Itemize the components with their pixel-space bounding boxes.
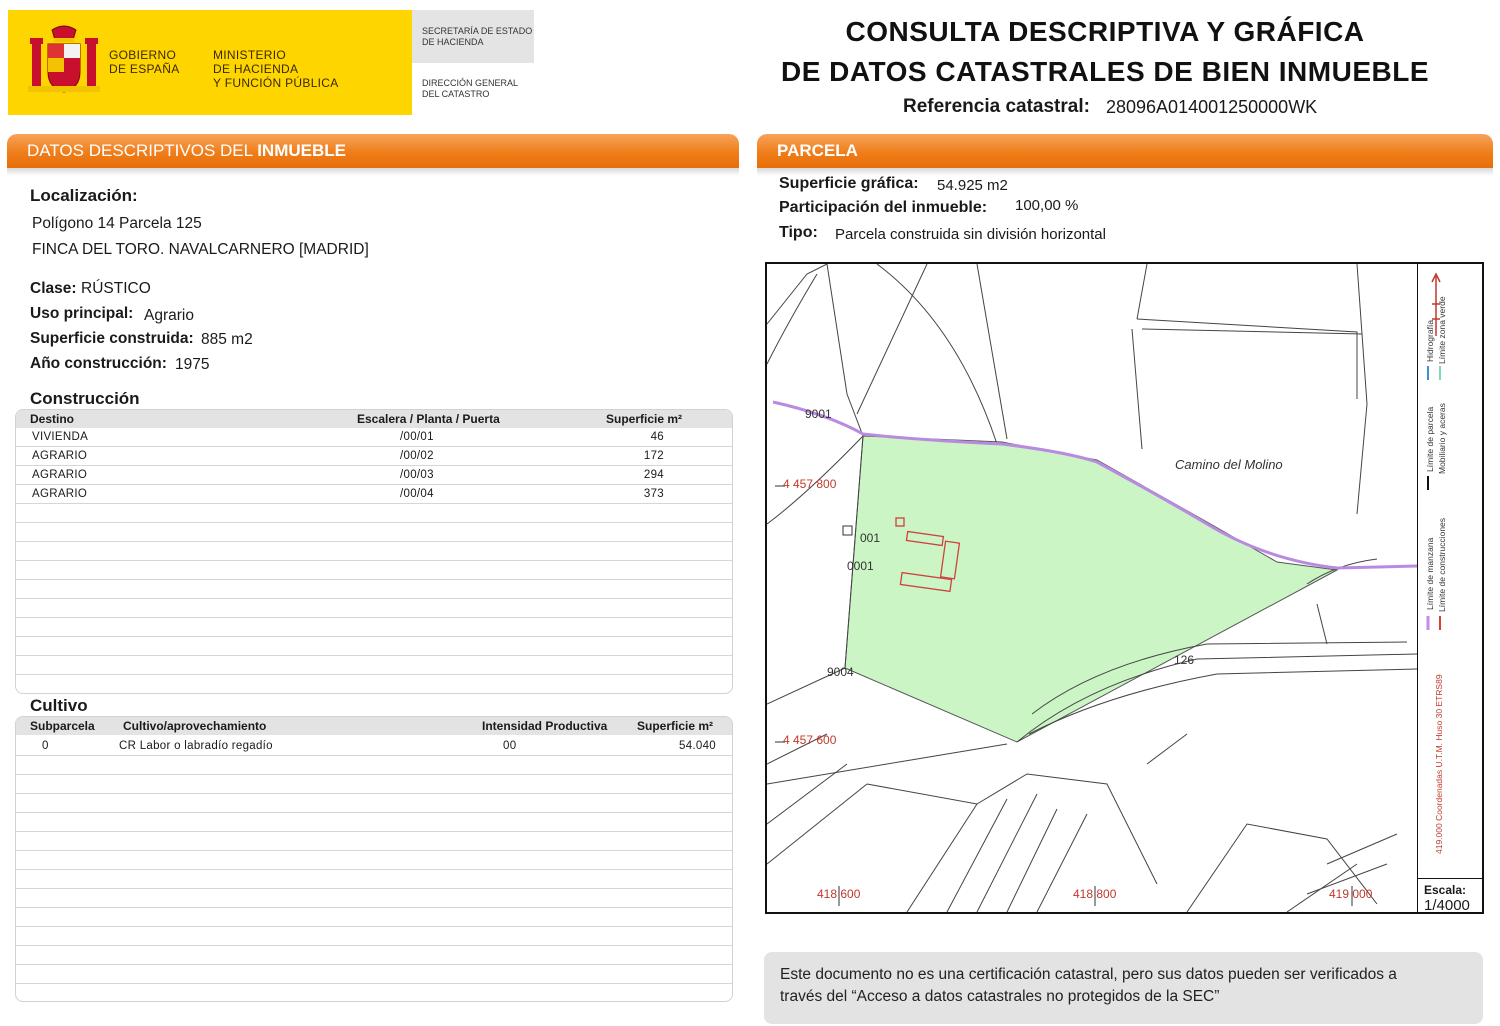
legend-limite-manzana: Límite de manzana (1425, 537, 1435, 610)
cultivo-col-superficie: Superficie m² (637, 719, 714, 733)
cell-superficie: 172 (643, 450, 664, 462)
cultivo-table-header (16, 717, 732, 735)
small-building (843, 526, 852, 535)
table-row (16, 428, 732, 447)
part-value: 100,00 % (1015, 197, 1079, 214)
sup-value: 54.925 m2 (937, 177, 1008, 194)
gobierno-line-1: GOBIERNO (109, 48, 177, 62)
table-row-empty (16, 599, 732, 618)
clase-label: Clase: (30, 280, 77, 297)
cadastral-map[interactable] (765, 262, 1484, 914)
legend-construcciones: Límite de construcciones (1437, 517, 1447, 612)
direccion-line-2: DEL CATASTRO (422, 89, 490, 99)
label-4457800: 4 457 800 (783, 477, 837, 491)
label-419000: 419 000 (1329, 887, 1373, 901)
descriptive-bar-strong: INMUEBLE (257, 141, 346, 160)
cell-superficie: 54.040 (679, 740, 716, 752)
table-row-empty (16, 542, 732, 561)
construccion-title: Construcción (30, 389, 140, 408)
descriptive-bar-shadow (7, 168, 739, 176)
map-drawing (767, 264, 1417, 912)
table-row-empty (16, 946, 732, 965)
label-126: 126 (1174, 653, 1195, 667)
table-row-empty (16, 523, 732, 542)
table-row-empty (16, 561, 732, 580)
ref-label: Referencia catastral: (903, 96, 1090, 117)
gobierno-text (109, 48, 180, 76)
table-row (16, 737, 732, 756)
part-label: Participación del inmueble: (779, 199, 988, 216)
table-row (16, 447, 732, 466)
label-4457600: 4 457 600 (783, 733, 837, 747)
label-001: 001 (860, 531, 881, 545)
note-line-2: través del “Acceso a datos catastrales no protegidos de la SEC” (780, 988, 1220, 1005)
scale-box (1418, 878, 1484, 914)
construccion-col-superficie: Superficie m² (606, 412, 683, 426)
table-row-empty (16, 927, 732, 946)
table-row (16, 485, 732, 504)
label-418800: 418 800 (1073, 887, 1117, 901)
ref-value: 28096A014001250000WK (1106, 97, 1318, 117)
table-row-empty (16, 908, 732, 927)
superficie-value: 885 m2 (201, 331, 253, 348)
anio-label: Año construcción: (30, 355, 167, 372)
scale-label: Escala: (1424, 883, 1467, 897)
document-title (760, 12, 1450, 92)
secretaria-text (422, 26, 532, 48)
cell-escalera: /00/04 (400, 488, 434, 500)
table-row-empty (16, 580, 732, 599)
label-9001: 9001 (805, 407, 832, 421)
label-0001: 0001 (847, 559, 874, 573)
cultivo-table (15, 716, 733, 1002)
localizacion-label: Localización: (30, 186, 138, 205)
disclaimer-note (764, 952, 1483, 1024)
gobierno-line-2: DE ESPAÑA (109, 62, 180, 76)
sup-label: Superficie gráfica: (779, 175, 919, 192)
table-row-empty (16, 794, 732, 813)
cell-intensidad: 00 (503, 740, 517, 752)
label-9004: 9004 (827, 665, 854, 679)
superficie-label: Superficie construida: (30, 330, 194, 347)
cultivo-title: Cultivo (30, 696, 88, 715)
tipo-value: Parcela construida sin división horizontal (835, 226, 1106, 243)
map-legend (1418, 264, 1484, 878)
legend-mobiliario: Mobiliario y aceras (1437, 403, 1447, 474)
construccion-col-destino: Destino (30, 412, 75, 426)
legend-hidrografia: Hidrografía (1425, 319, 1435, 362)
uso-label: Uso principal: (30, 305, 134, 322)
table-row-empty (16, 756, 732, 775)
cell-superficie: 46 (650, 431, 664, 443)
table-row-empty (16, 889, 732, 908)
construccion-table-header (16, 410, 732, 428)
scale-value: 1/4000 (1424, 897, 1470, 914)
title-line-2: DE DATOS CATASTRALES DE BIEN INMUEBLE (780, 56, 1429, 87)
anio-value: 1975 (175, 356, 210, 373)
cultivo-col-subparcela: Subparcela (30, 719, 95, 733)
parcela-section-bar (757, 134, 1493, 168)
table-row-empty (16, 870, 732, 889)
clase-value: RÚSTICO (81, 280, 151, 297)
table-row-empty (16, 637, 732, 656)
descriptive-section-bar (7, 134, 739, 168)
table-row-empty (16, 656, 732, 675)
table-row-empty (16, 618, 732, 637)
table-row-empty (16, 775, 732, 794)
table-row-empty (16, 813, 732, 832)
cell-destino: AGRARIO (32, 450, 88, 462)
construccion-col-escalera: Escalera / Planta / Puerta (357, 412, 500, 426)
ministerio-line-3: Y FUNCIÓN PÚBLICA (213, 76, 339, 90)
secretaria-line-2: DE HACIENDA (422, 37, 484, 47)
descriptive-bar-prefix: DATOS DESCRIPTIVOS DEL (27, 141, 258, 160)
direccion-text (422, 78, 518, 100)
coat-of-arms-icon (28, 24, 100, 100)
table-row-empty (16, 851, 732, 870)
parcel-area (845, 436, 1337, 742)
construccion-table (15, 409, 733, 694)
tipo-label: Tipo: (779, 224, 818, 241)
legend-zona-verde: Límite zona verde (1437, 296, 1447, 364)
legend-limite-parcela: Límite de parcela (1425, 406, 1435, 472)
cell-destino: AGRARIO (32, 469, 88, 481)
cell-destino: AGRARIO (32, 488, 88, 500)
table-row-empty (16, 965, 732, 984)
localizacion-line-1: Polígono 14 Parcela 125 (32, 215, 202, 232)
table-row-empty (16, 832, 732, 851)
title-line-1: CONSULTA DESCRIPTIVA Y GRÁFICA (845, 16, 1365, 47)
ministerio-line-1: MINISTERIO (213, 48, 287, 62)
label-418600: 418 600 (817, 887, 861, 901)
cultivo-col-cultivo: Cultivo/aprovechamiento (123, 719, 267, 733)
ministerio-text (213, 48, 339, 90)
cell-escalera: /00/03 (400, 469, 434, 481)
parcela-bar-title: PARCELA (777, 141, 858, 160)
cell-escalera: /00/02 (400, 450, 434, 462)
ministerio-line-2: DE HACIENDA (213, 62, 299, 76)
cell-superficie: 373 (643, 488, 664, 500)
localizacion-line-2: FINCA DEL TORO. NAVALCARNERO [MADRID] (32, 241, 369, 258)
cell-subparcela: 0 (42, 740, 49, 752)
uso-value: Agrario (144, 307, 194, 324)
government-logo-block (8, 10, 412, 115)
cell-escalera: /00/01 (400, 431, 434, 443)
table-row-empty (16, 504, 732, 523)
cell-superficie: 294 (643, 469, 664, 481)
cell-destino: VIVIENDA (32, 431, 89, 443)
secretaria-line-1: SECRETARÍA DE ESTADO (422, 26, 533, 36)
legend-coordenadas: 419.000 Coordenadas U.T.M. Huso 30 ETRS89 (1434, 674, 1444, 854)
table-row (16, 466, 732, 485)
note-line-1: Este documento no es una certificación catastral, pero sus datos pueden ser verificados a (780, 966, 1397, 983)
cultivo-col-intensidad: Intensidad Productiva (482, 719, 608, 733)
direccion-line-1: DIRECCIÓN GENERAL (422, 78, 519, 88)
label-camino: Camino del Molino (1175, 457, 1283, 472)
cell-cultivo: CR Labor o labradío regadío (119, 740, 273, 752)
